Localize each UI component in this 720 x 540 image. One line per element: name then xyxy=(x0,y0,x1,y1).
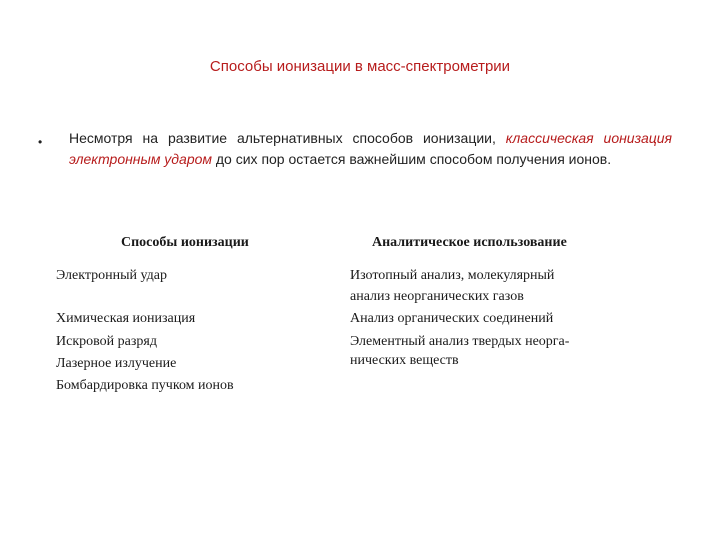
bullet-marker: • xyxy=(38,135,43,149)
usage-cell: анализ неорганических газов xyxy=(350,289,524,304)
slide-title: Способы ионизации в масс-спектрометрии xyxy=(209,58,511,75)
bullet-highlight: классическая ионизация электронным ударом xyxy=(69,130,672,167)
method-cell: Лазерное излучение xyxy=(56,356,177,371)
usage-cell: Изотопный анализ, молекулярный xyxy=(350,268,555,283)
usage-cell: Элементный анализ твердых неорга- xyxy=(350,334,570,349)
bullet-paragraph xyxy=(69,128,672,170)
method-cell: Электронный удар xyxy=(56,268,168,283)
header-usage: Аналитическое использование xyxy=(372,235,567,250)
usage-cell: Анализ органических соединений xyxy=(350,311,554,326)
bullet-text-after: до сих пор остается важнейшим способом получения ионов. xyxy=(212,151,612,167)
method-cell: Искровой разряд xyxy=(56,334,157,349)
method-cell: Бомбардировка пучком ионов xyxy=(56,378,234,393)
header-methods: Способы ионизации xyxy=(121,235,249,250)
method-cell: Химическая ионизация xyxy=(56,311,196,326)
bullet-text-before: Несмотря на развитие альтернативных способов ионизации, xyxy=(69,130,506,146)
usage-cell: нических веществ xyxy=(350,353,459,368)
